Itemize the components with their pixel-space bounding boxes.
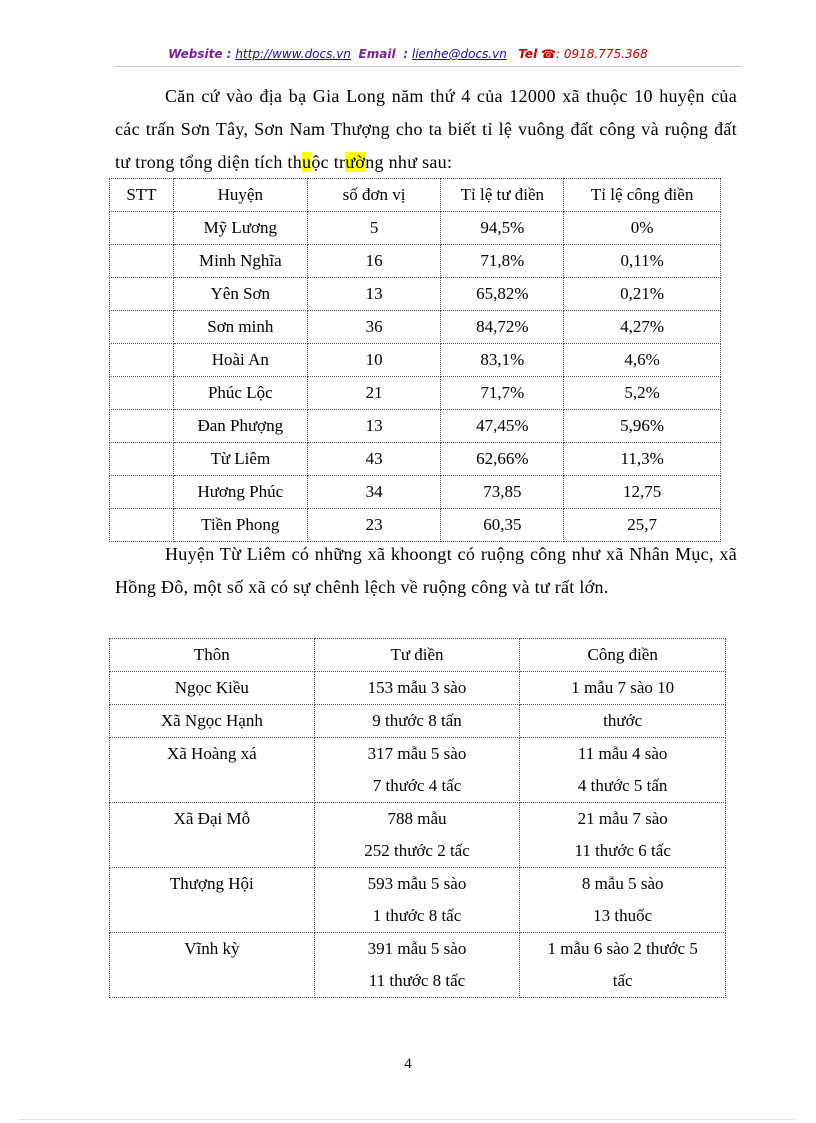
- table-cell: [110, 410, 174, 443]
- table-cell: [110, 443, 174, 476]
- website-link[interactable]: http://www.docs.vn: [235, 47, 351, 61]
- table-row: [110, 443, 721, 476]
- phone-icon: ☎: [541, 47, 556, 61]
- table-cell: 11,3%: [564, 443, 721, 476]
- table-row: [110, 476, 721, 509]
- table-cell: 5,2%: [564, 377, 721, 410]
- table-row: [110, 212, 721, 245]
- table-header-row: [110, 639, 726, 672]
- table-cell: 21 mẫu 7 sào 11 thước 6 tấc: [520, 803, 726, 868]
- email-link[interactable]: lienhe@docs.vn: [411, 47, 507, 61]
- table-cell: 10: [307, 344, 441, 377]
- table-cell: 21: [307, 377, 441, 410]
- table-cell: Phúc Lộc: [173, 377, 307, 410]
- table-cell: 47,45%: [441, 410, 564, 443]
- table-cell: Vĩnh kỳ: [110, 933, 315, 998]
- header-divider: [115, 66, 741, 67]
- table-cell: 593 mẫu 5 sào 1 thước 8 tấc: [314, 868, 520, 933]
- table-cell: 153 mẫu 3 sào: [314, 672, 520, 705]
- table-cell: 11 mẫu 4 sào 4 thước 5 tấn: [520, 738, 726, 803]
- column-header: Thôn: [110, 639, 315, 672]
- table-row: [110, 410, 721, 443]
- table-row: [110, 245, 721, 278]
- page-header: [0, 47, 816, 61]
- highlight-1: u: [302, 152, 312, 172]
- table-cell: [110, 344, 174, 377]
- column-header: STT: [110, 179, 174, 212]
- table-cell: 71,7%: [441, 377, 564, 410]
- table-row: [110, 377, 721, 410]
- tel-label: Tel: [518, 47, 538, 61]
- table-cell: 9 thước 8 tấn: [314, 705, 520, 738]
- table-cell: 65,82%: [441, 278, 564, 311]
- tel-number: 0918.775.368: [563, 47, 648, 61]
- column-header: Công điền: [520, 639, 726, 672]
- table-cell: [110, 278, 174, 311]
- table-row: [110, 509, 721, 542]
- paragraph-intro: Căn cứ vào địa bạ Gia Long năm thứ 4 của 12000 xã thuộc 10 huyện của các trấn Sơn Tây, Sơn Nam Thượng cho ta biết tỉ lệ vuông đất công và ruộng đất tư trong tổng diện tích thuộc trường như sau:: [115, 86, 737, 172]
- footer-divider: [20, 1119, 796, 1120]
- page-number: 4: [404, 1056, 412, 1072]
- email-separator: :: [403, 47, 409, 61]
- table-cell: 94,5%: [441, 212, 564, 245]
- table-cell: 0,21%: [564, 278, 721, 311]
- table-cell: Sơn minh: [173, 311, 307, 344]
- table-cell: [110, 212, 174, 245]
- table-cell: Từ Liêm: [173, 443, 307, 476]
- table-header-row: [110, 179, 721, 212]
- table-cell: Xã Hoàng xá: [110, 738, 315, 803]
- table-cell: [110, 377, 174, 410]
- email-label: Email: [358, 47, 396, 61]
- table-cell: 1 mẫu 7 sào 10: [520, 672, 726, 705]
- table-cell: 43: [307, 443, 441, 476]
- table-cell: 60,35: [441, 509, 564, 542]
- table-row: [110, 803, 726, 868]
- table-cell: 84,72%: [441, 311, 564, 344]
- table-cell: 16: [307, 245, 441, 278]
- table-cell: 62,66%: [441, 443, 564, 476]
- column-header: Tỉ lệ tư điền: [441, 179, 564, 212]
- table-cell: 8 mẫu 5 sào 13 thuốc: [520, 868, 726, 933]
- table-cell: [110, 509, 174, 542]
- table-cell: 83,1%: [441, 344, 564, 377]
- table-cell: 13: [307, 410, 441, 443]
- table-cell: 4,27%: [564, 311, 721, 344]
- table-cell: 71,8%: [441, 245, 564, 278]
- table-cell: 391 mẫu 5 sào 11 thước 8 tấc: [314, 933, 520, 998]
- table-cell: [110, 245, 174, 278]
- table-cell: 317 mẫu 5 sào 7 thước 4 tấc: [314, 738, 520, 803]
- table-cell: [110, 311, 174, 344]
- table-cell: 13: [307, 278, 441, 311]
- table-cell: Xã Ngọc Hạnh: [110, 705, 315, 738]
- table-row: [110, 705, 726, 738]
- website-label: Website :: [168, 47, 232, 61]
- table-cell: Thượng Hội: [110, 868, 315, 933]
- village-land-table: [109, 638, 726, 998]
- table-cell: 34: [307, 476, 441, 509]
- column-header: Tư điền: [314, 639, 520, 672]
- land-ratio-table: [109, 178, 721, 542]
- table-cell: Đan Phượng: [173, 410, 307, 443]
- table-cell: Xã Đại Mỗ: [110, 803, 315, 868]
- table-cell: Ngọc Kiều: [110, 672, 315, 705]
- table-cell: Mỹ Lương: [173, 212, 307, 245]
- column-header: Tỉ lệ công điền: [564, 179, 721, 212]
- table-cell: 5,96%: [564, 410, 721, 443]
- table-cell: 0,11%: [564, 245, 721, 278]
- table-cell: 5: [307, 212, 441, 245]
- table-cell: 23: [307, 509, 441, 542]
- table-cell: Hoài An: [173, 344, 307, 377]
- column-header: số đơn vị: [307, 179, 441, 212]
- table-row: [110, 933, 726, 998]
- table-cell: 25,7: [564, 509, 721, 542]
- table-cell: 73,85: [441, 476, 564, 509]
- table-cell: 36: [307, 311, 441, 344]
- table-cell: 12,75: [564, 476, 721, 509]
- column-header: Huyện: [173, 179, 307, 212]
- table-cell: 1 mẫu 6 sào 2 thước 5 tấc: [520, 933, 726, 998]
- table-row: [110, 672, 726, 705]
- table-row: [110, 738, 726, 803]
- tel-separator: :: [555, 47, 561, 61]
- table-cell: 788 mẫu 252 thước 2 tấc: [314, 803, 520, 868]
- table-cell: thước: [520, 705, 726, 738]
- table-cell: Minh Nghĩa: [173, 245, 307, 278]
- table-cell: 4,6%: [564, 344, 721, 377]
- table-cell: Tiền Phong: [173, 509, 307, 542]
- table-row: [110, 344, 721, 377]
- table-cell: Hương Phúc: [173, 476, 307, 509]
- paragraph-tu-liem: Huyện Từ Liêm có những xã khoongt có ruộng công như xã Nhân Mục, xã Hồng Đô, một số xã có sự chênh lệch về ruộng công và tư rất lớn.: [115, 544, 737, 597]
- table-row: [110, 278, 721, 311]
- table-cell: [110, 476, 174, 509]
- table-row: [110, 311, 721, 344]
- table-cell: 0%: [564, 212, 721, 245]
- table-cell: Yên Sơn: [173, 278, 307, 311]
- highlight-2: ườ: [345, 152, 366, 172]
- table-row: [110, 868, 726, 933]
